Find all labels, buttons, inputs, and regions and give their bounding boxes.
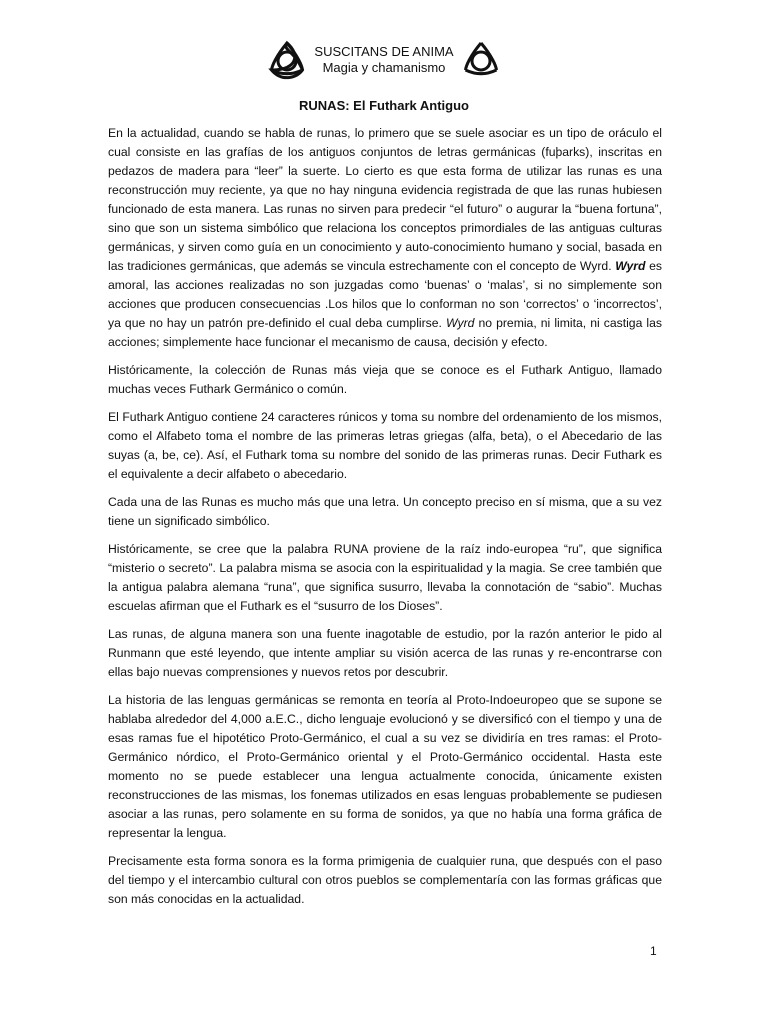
header-text [284,44,484,76]
paragraph: El Futhark Antiguo contiene 24 caracteres rúnicos y toma su nombre del ordenamiento de los mismos, como el Alfabeto toma el nombre de las primeras letras griegas (alfa, beta), o el Abecedario de las suyas (a, be, ce). Así, el Futhark toma su nombre del sonido de las primeras runas. Decir Futhark es el equivalente a decir alfabeto o abecedario. [108,410,662,481]
text-run: En la actualidad, cuando se habla de runas, lo primero que se suele asociar es un tipo de oráculo el cual consiste en las grafías de los antiguos conjuntos de letras germánicas (fuþarks), inscritas en pedazos de madera para “leer” la suerte. Lo cierto es que esta forma de utilizar las runas es una reconstrucción muy reciente, ya que no hay ninguna evidencia registrada de que las runas hubiesen funcionado de esta manera. Las runas no sirven para predecir “el futuro” o augurar la “buena fortuna”, sino que son un sistema simbólico que relaciona los conceptos primordiales de las antiguas culturas germánicas, y sirven como guía en un conocimiento y auto-conocimiento humano y social, basada en las tradiciones germánicas, que además se vincula estrechamente con el concepto de Wyrd. [108,126,662,273]
text-run: es amoral, las acciones realizadas no son juzgadas como ‘buenas’ o ‘malas’, si no simplemente son acciones que producen consecuencias .Los hilos que lo conforman no son ‘correctos’ o ‘incorrectos’, ya que no hay un patrón pre-definido el cual deba cumplirse. [108,259,662,330]
document-title: RUNAS: El Futhark Antiguo [299,98,469,113]
paragraph [108,124,662,352]
term-wyrd: Wyrd [445,316,475,330]
paragraph: Precisamente esta forma sonora es la forma primigenia de cualquier runa, que después con el paso del tiempo y el intercambio cultural con otros pueblos se complementaría con las formas gráficas que son más conocidas en la actualidad. [108,854,662,906]
org-name: SUSCITANS DE ANIMA [314,44,454,59]
paragraph: La historia de las lenguas germánicas se remonta en teoría al Proto-Indoeuropeo que se supone se hablaba alrededor del 4,000 a.E.C., dicho lenguaje evolucionó y se diversificó con el tiempo y una de esas ramas fue el hipotético Proto-Germánico, el cual a su vez se dividiría en tres ramas: el Proto-Germánico nórdico, el Proto-Germánico oriental y el Proto-Germánico occidental. Hasta este momento no se puede establecer una lengua actualmente conocida, únicamente existen reconstrucciones de las mismas, los fonemas utilizados en esas lenguas probablemente se pudiesen asociar a las runas, pero solamente en su forma de sonidos, ya que no había una forma gráfica de representar la lengua. [108,693,662,840]
triquetra-icon [456,36,506,86]
term-wyrd: Wyrd [615,259,646,273]
paragraph: Las runas, de alguna manera son una fuente inagotable de estudio, por la razón anterior le pido al Runmann que esté leyendo, que intente ampliar su visión acerca de las runas y re-encontrarse con ellas bajo nuevas comprensiones y nuevos retos por descubrir. [108,627,662,679]
document-body [108,124,662,918]
org-subtitle: Magia y chamanismo [322,60,446,75]
text-run: no premia, ni limita, ni castiga las acciones; simplemente hace funcionar el mecanismo de causa, decisión y efecto. [108,316,662,349]
paragraph: Históricamente, se cree que la palabra RUNA proviene de la raíz indo-europea “ru”, que significa “misterio o secreto”. La palabra misma se asocia con la espiritualidad y la magia. Se cree también que la antigua palabra alemana “runa”, que significa susurro, llevaba la connotación de “sabio”. Muchas escuelas afirman que el Futhark es el “susurro de los Dioses”. [108,542,662,613]
paragraph: Históricamente, la colección de Runas más vieja que se conoce es el Futhark Antiguo, llamado muchas veces Futhark Germánico o común. [108,363,662,396]
paragraph: Cada una de las Runas es mucho más que una letra. Un concepto preciso en sí misma, que a su vez tiene un significado simbólico. [108,495,662,528]
page-number: 1 [650,944,657,958]
page-header [0,36,768,96]
